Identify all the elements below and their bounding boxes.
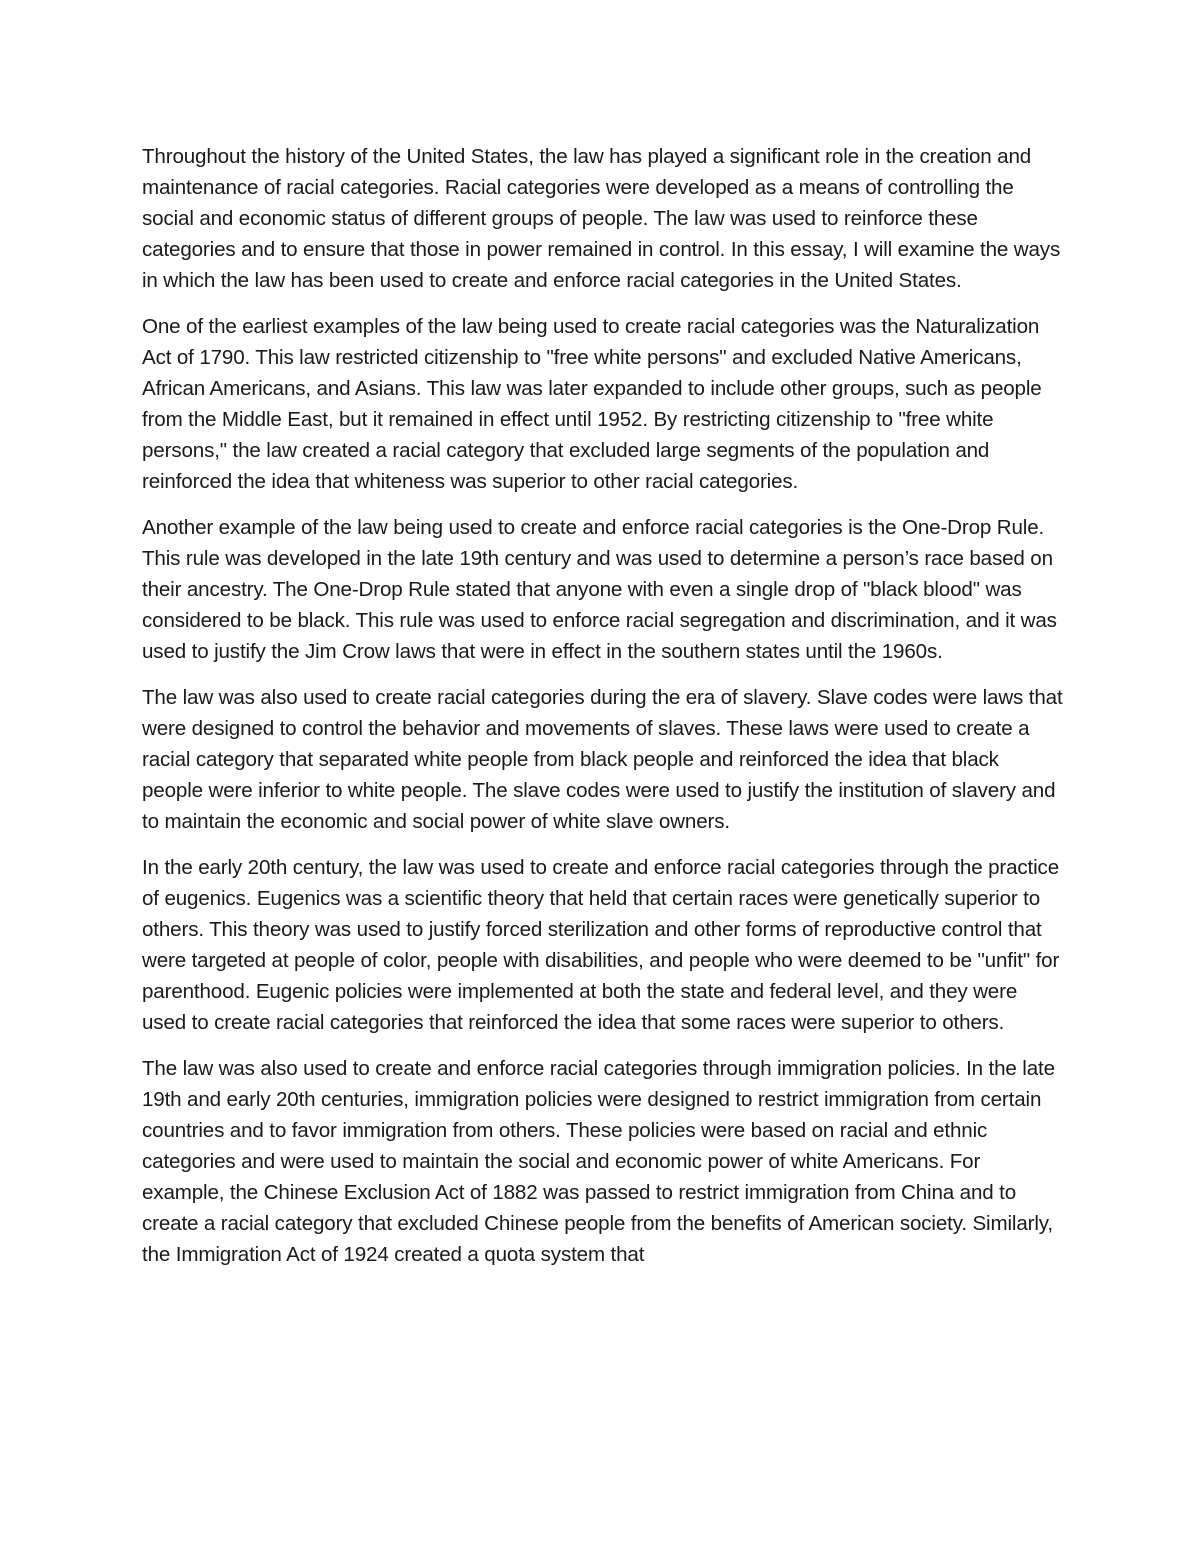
paragraph-1: Throughout the history of the United States, the law has played a significant role in the creation and maintenance of racial categories. Racial categories were developed as a means of controlling the social and economic status of different groups of people. The law was used to reinforce these categories and to ensure that those in power remained in control. In this essay, I will examine the ways in which the law has been used to create and enforce racial categories in the United States. — [142, 145, 1061, 292]
paragraph-2: One of the earliest examples of the law being used to create racial categories was the Naturalization Act of 1790. This law restricted citizenship to "free white persons" and excluded Native Americans, African Americans, and Asians. This law was later expanded to include other groups, such as people from the Middle East, but it remained in effect until 1952. By restricting citizenship to "free white persons," the law created a racial category that excluded large segments of the population and reinforced the idea that whiteness was superior to other racial categories. — [142, 315, 1042, 493]
document-body — [142, 141, 1064, 1285]
paragraph-4: The law was also used to create racial categories during the era of slavery. Slave codes were laws that were designed to control the behavior and movements of slaves. These laws were used to create a racial category that separated white people from black people and reinforced the idea that black people were inferior to white people. The slave codes were used to justify the institution of slavery and to maintain the economic and social power of white slave owners. — [142, 686, 1063, 833]
paragraph-5: In the early 20th century, the law was used to create and enforce racial categories through the practice of eugenics. Eugenics was a scientific theory that held that certain races were genetically superior to others. This theory was used to justify forced sterilization and other forms of reproductive control that were targeted at people of color, people with disabilities, and people who were deemed to be "unfit" for parenthood. Eugenic policies were implemented at both the state and federal level, and they were used to create racial categories that reinforced the idea that some races were superior to others. — [142, 856, 1060, 1034]
paragraph-6: The law was also used to create and enforce racial categories through immigration policies. In the late 19th and early 20th centuries, immigration policies were designed to restrict immigration from certain countries and to favor immigration from others. These policies were based on racial and ethnic categories and were used to maintain the social and economic power of white Americans. For example, the Chinese Exclusion Act of 1882 was passed to restrict immigration from China and to create a racial category that excluded Chinese people from the benefits of American society. Similarly, the Immigration Act of 1924 created a quota system that — [142, 1057, 1055, 1266]
paragraph-3: Another example of the law being used to create and enforce racial categories is the One-Drop Rule. This rule was developed in the late 19th century and was used to determine a person’s race based on their ancestry. The One-Drop Rule stated that anyone with even a single drop of "black blood" was considered to be black. This rule was used to enforce racial segregation and discrimination, and it was used to justify the Jim Crow laws that were in effect in the southern states until the 1960s. — [142, 516, 1057, 663]
